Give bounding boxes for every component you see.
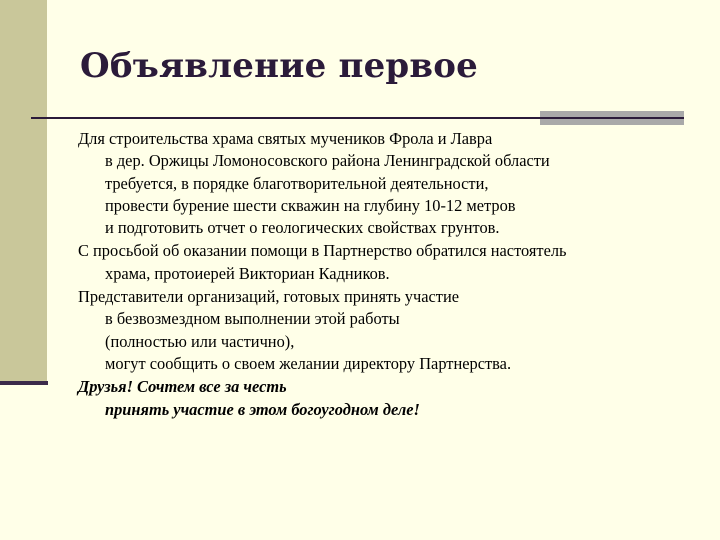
title-divider (31, 117, 684, 119)
left-decor-rule (0, 381, 48, 385)
body-line: провести бурение шести скважин на глубину 10-12 метров (105, 195, 516, 215)
body-line: Друзья! Сочтем все за честь (78, 377, 287, 397)
body-line: Для строительства храма святых мучеников Фрола и Лавра (78, 129, 493, 148)
body-line: храма, протоиерей Викториан Кадников. (105, 263, 390, 283)
paragraph-contact (78, 286, 706, 375)
body-line: принять участие в этом богоугодном деле! (105, 399, 420, 419)
paragraph-request (78, 128, 706, 239)
body-line: С просьбой об оказании помощи в Партнерство обратился настоятель (78, 241, 567, 261)
paragraph-appeal (78, 240, 706, 285)
body-line: в безвозмездном выполнении этой работы (105, 309, 400, 329)
body-line: могут сообщить о своем желании директору Партнерства. (105, 353, 512, 373)
slide-body (78, 128, 706, 422)
body-line: (полностью или частично), (105, 331, 295, 351)
left-decor-band (0, 0, 47, 384)
paragraph-call-to-action (78, 376, 706, 421)
body-line: в дер. Оржицы Ломоносовского района Ленинградской области (105, 151, 550, 171)
body-line: требуется, в порядке благотворительной деятельности, (105, 173, 489, 193)
slide-title: Объявление первое (80, 46, 478, 86)
body-line: Представители организаций, готовых принять участие (78, 287, 459, 307)
body-line: и подготовить отчет о геологических свойствах грунтов. (105, 218, 500, 238)
